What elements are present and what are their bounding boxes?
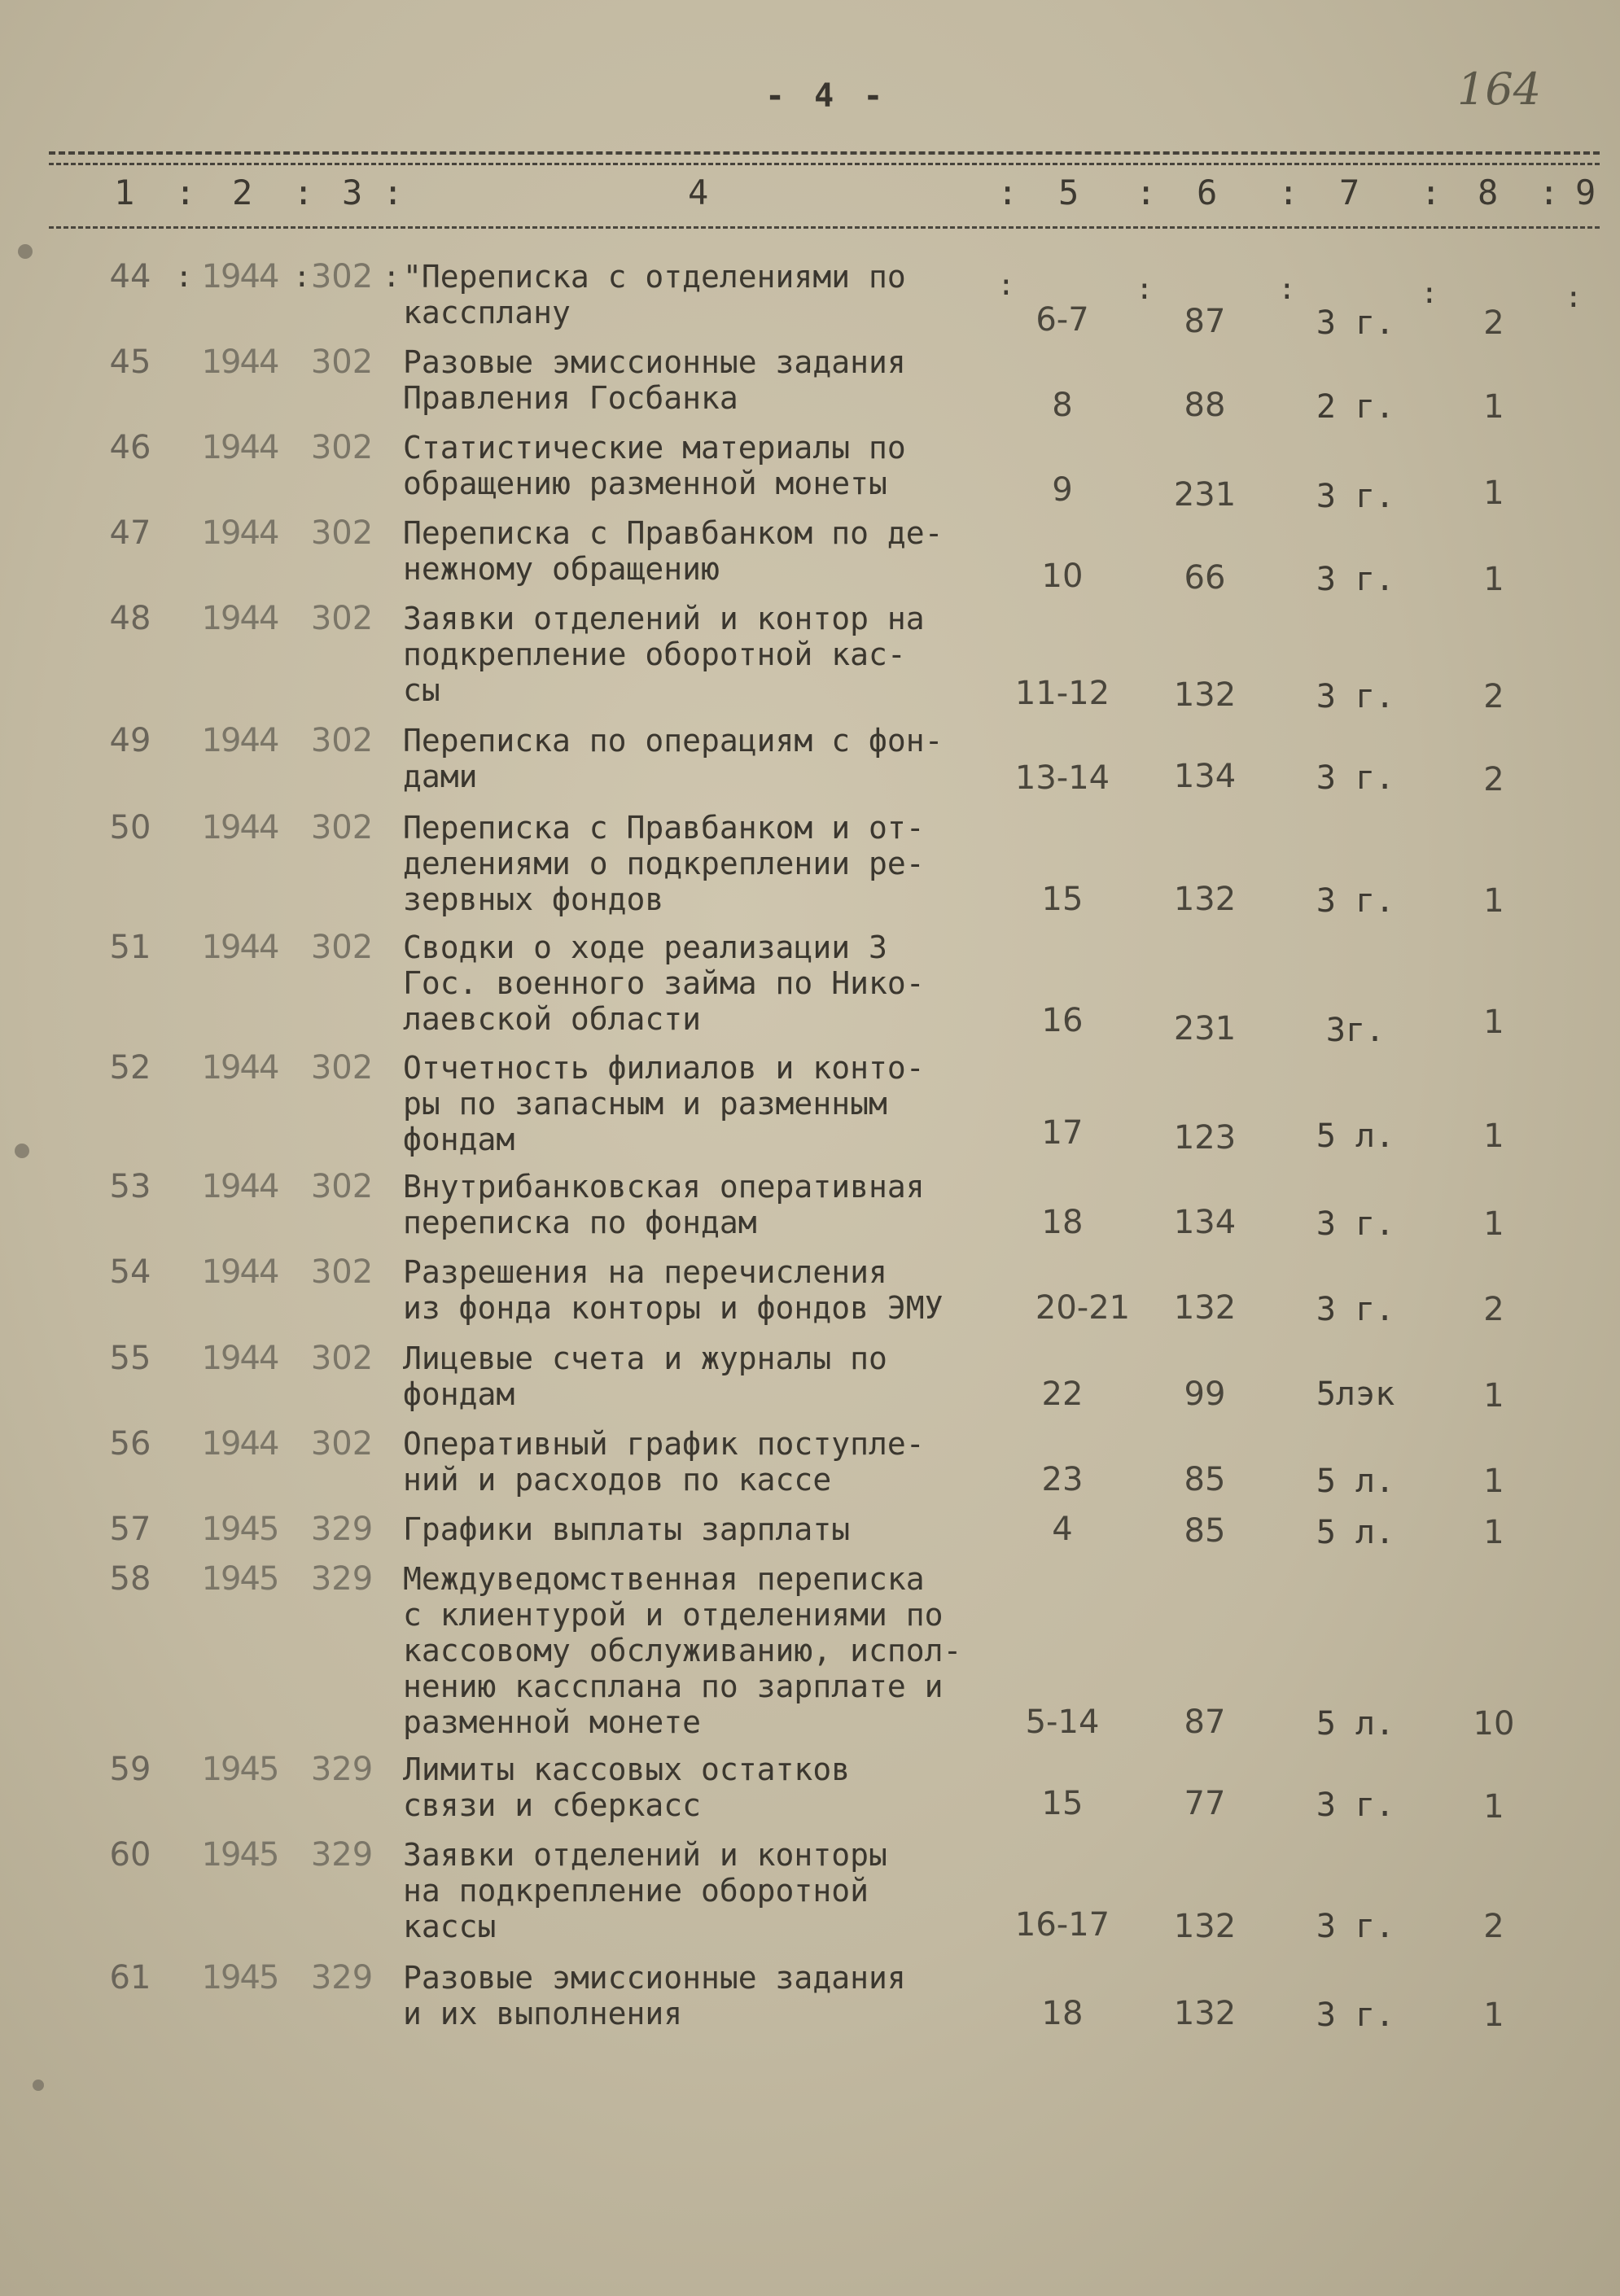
item-sheets: 15 xyxy=(1041,1785,1084,1822)
item-number: 49 xyxy=(109,722,151,759)
item-fond: 302 xyxy=(310,1425,374,1463)
item-retention: 3 г. xyxy=(1316,561,1395,598)
item-col8: 1 xyxy=(1483,1996,1504,2034)
page-number: - 4 - xyxy=(765,77,888,115)
item-title: Статистические материалы по обращению разменной монеты xyxy=(403,430,906,501)
item-retention: 3г. xyxy=(1325,1012,1386,1049)
item-col6: 88 xyxy=(1184,387,1226,424)
item-col8: 1 xyxy=(1483,475,1504,512)
item-col8: 1 xyxy=(1483,1205,1504,1243)
item-col8: 2 xyxy=(1483,304,1504,342)
column-separator: : xyxy=(1421,173,1442,212)
item-title: Отчетность филиалов и конто- ры по запасным и разменным фондам xyxy=(403,1050,925,1157)
item-sheets: 4 xyxy=(1052,1511,1073,1548)
item-title: Оперативный график поступле- ний и расходов по кассе xyxy=(403,1426,925,1498)
item-number: 50 xyxy=(109,809,151,846)
item-year: 1944 xyxy=(201,1425,278,1463)
column-separator: : xyxy=(1421,277,1438,310)
punch-hole xyxy=(15,1144,29,1158)
item-retention: 5 л. xyxy=(1316,1117,1395,1155)
item-retention: 5 л. xyxy=(1316,1705,1395,1743)
header-top-rule xyxy=(49,163,1600,165)
item-fond: 302 xyxy=(310,1340,374,1377)
item-retention: 3 г. xyxy=(1316,478,1395,515)
item-retention: 3 г. xyxy=(1316,759,1395,797)
item-sheets: 20-21 xyxy=(1035,1289,1131,1327)
archive-folio-mark: 164 xyxy=(1457,63,1542,115)
item-retention: 3 г. xyxy=(1316,1291,1395,1328)
item-col8: 10 xyxy=(1473,1705,1515,1743)
item-year: 1944 xyxy=(201,722,278,759)
column-header: 9 xyxy=(1575,173,1596,212)
item-number: 56 xyxy=(109,1425,151,1463)
item-col8: 2 xyxy=(1483,1291,1504,1328)
item-col6: 134 xyxy=(1173,1204,1237,1241)
item-title: Графики выплаты зарплаты xyxy=(403,1511,851,1547)
item-col6: 132 xyxy=(1173,1908,1237,1945)
item-number: 53 xyxy=(109,1168,151,1205)
item-retention: 5 л. xyxy=(1316,1463,1395,1500)
column-separator: : xyxy=(1278,173,1299,212)
item-col8: 1 xyxy=(1483,561,1504,598)
column-separator: : xyxy=(1539,173,1560,212)
item-retention: 5лэк xyxy=(1316,1375,1395,1413)
item-title: Сводки о ходе реализации 3 Гос. военного займа по Нико- лаевской области xyxy=(403,929,925,1037)
item-col8: 2 xyxy=(1483,678,1504,715)
item-year: 1945 xyxy=(201,1836,278,1874)
item-retention: 3 г. xyxy=(1316,678,1395,715)
item-year: 1944 xyxy=(201,1168,278,1205)
item-title: Переписка с Правбанком по де- нежному обращению xyxy=(403,515,944,587)
column-separator: : xyxy=(175,260,193,294)
item-retention: 3 г. xyxy=(1316,1996,1395,2034)
item-fond: 302 xyxy=(310,429,374,466)
item-fond: 302 xyxy=(310,258,374,295)
item-sheets: 18 xyxy=(1041,1204,1084,1241)
item-col8: 1 xyxy=(1483,1514,1504,1551)
item-fond: 302 xyxy=(310,514,374,552)
item-fond: 329 xyxy=(310,1836,374,1874)
item-title: "Переписка с отделениями по кассплану xyxy=(403,259,906,330)
item-fond: 302 xyxy=(310,929,374,966)
item-sheets: 15 xyxy=(1041,881,1084,918)
item-title: Заявки отделений и конторы на подкрепление оборотной кассы xyxy=(403,1837,887,1944)
item-title: Заявки отделений и контор на подкрепление оборотной кас- сы xyxy=(403,601,925,708)
item-year: 1944 xyxy=(201,429,278,466)
item-sheets: 9 xyxy=(1052,471,1073,509)
header-top-rule xyxy=(49,151,1600,155)
item-sheets: 22 xyxy=(1041,1375,1084,1413)
item-title: Лимиты кассовых остатков связи и сберкасс xyxy=(403,1752,851,1823)
item-col6: 132 xyxy=(1173,1289,1237,1327)
item-col8: 1 xyxy=(1483,882,1504,920)
item-year: 1945 xyxy=(201,1751,278,1788)
item-year: 1945 xyxy=(201,1511,278,1548)
item-col8: 2 xyxy=(1483,761,1504,798)
item-title: Разовые эмиссионные задания Правления Госбанка xyxy=(403,344,906,416)
item-fond: 302 xyxy=(310,722,374,759)
punch-hole xyxy=(33,2080,44,2091)
punch-hole xyxy=(18,244,33,259)
item-sheets: 5-14 xyxy=(1025,1703,1100,1741)
item-title: Междуведомственная переписка с клиентурой и отделениями по кассовому обслуживанию, испол- нению кассплана по зарплате и разменной монете xyxy=(403,1561,962,1740)
item-fond: 329 xyxy=(310,1560,374,1598)
item-number: 48 xyxy=(109,600,151,637)
item-sheets: 13-14 xyxy=(1014,759,1110,797)
item-col6: 134 xyxy=(1173,758,1237,795)
header-bottom-rule xyxy=(49,226,1600,229)
item-col8: 1 xyxy=(1483,1117,1504,1155)
column-separator: : xyxy=(1278,273,1296,306)
item-number: 51 xyxy=(109,929,151,966)
item-number: 61 xyxy=(109,1959,151,1996)
item-title: Переписка по операциям с фон- дами xyxy=(403,723,944,794)
item-year: 1944 xyxy=(201,929,278,966)
item-col6: 123 xyxy=(1173,1119,1237,1157)
item-number: 46 xyxy=(109,429,151,466)
item-number: 59 xyxy=(109,1751,151,1788)
item-retention: 5 л. xyxy=(1316,1514,1395,1551)
item-fond: 302 xyxy=(310,1049,374,1087)
item-sheets: 6-7 xyxy=(1035,301,1089,339)
item-year: 1944 xyxy=(201,809,278,846)
item-year: 1944 xyxy=(201,514,278,552)
item-sheets: 11-12 xyxy=(1014,675,1110,712)
item-sheets: 16-17 xyxy=(1014,1906,1110,1944)
item-title: Лицевые счета и журналы по фондам xyxy=(403,1340,887,1412)
column-header: 5 xyxy=(1058,173,1079,212)
item-number: 45 xyxy=(109,343,151,381)
column-separator: : xyxy=(383,173,404,212)
item-sheets: 10 xyxy=(1041,558,1084,595)
item-col6: 85 xyxy=(1184,1512,1226,1550)
item-fond: 329 xyxy=(310,1959,374,1996)
item-col6: 132 xyxy=(1173,881,1237,918)
item-fond: 329 xyxy=(310,1751,374,1788)
item-sheets: 16 xyxy=(1041,1002,1084,1039)
item-retention: 3 г. xyxy=(1316,1787,1395,1824)
item-col6: 66 xyxy=(1184,559,1226,597)
column-separator: : xyxy=(1136,173,1157,212)
item-retention: 3 г. xyxy=(1316,1205,1395,1243)
item-col6: 132 xyxy=(1173,676,1237,714)
item-year: 1944 xyxy=(201,600,278,637)
item-number: 60 xyxy=(109,1836,151,1874)
item-sheets: 18 xyxy=(1041,1995,1084,2032)
item-retention: 3 г. xyxy=(1316,1908,1395,1945)
item-fond: 302 xyxy=(310,809,374,846)
item-title: Внутрибанковская оперативная переписка по фондам xyxy=(403,1169,925,1240)
item-fond: 329 xyxy=(310,1511,374,1548)
column-separator: : xyxy=(383,260,401,294)
item-number: 52 xyxy=(109,1049,151,1087)
item-title: Разовые эмиссионные задания и их выполнения xyxy=(403,1960,906,2031)
column-separator: : xyxy=(1565,281,1583,314)
item-col8: 1 xyxy=(1483,1004,1504,1041)
item-col8: 1 xyxy=(1483,388,1504,426)
item-col6: 85 xyxy=(1184,1461,1226,1498)
item-col6: 132 xyxy=(1173,1995,1237,2032)
item-year: 1944 xyxy=(201,343,278,381)
item-number: 54 xyxy=(109,1253,151,1291)
column-separator: : xyxy=(997,173,1018,212)
item-col8: 2 xyxy=(1483,1908,1504,1945)
item-year: 1944 xyxy=(201,1340,278,1377)
item-col8: 1 xyxy=(1483,1463,1504,1500)
item-retention: 3 г. xyxy=(1316,304,1395,342)
column-header: 3 xyxy=(342,173,363,212)
item-col6: 231 xyxy=(1173,1010,1237,1047)
item-retention: 3 г. xyxy=(1316,882,1395,920)
item-fond: 302 xyxy=(310,343,374,381)
item-sheets: 23 xyxy=(1041,1461,1084,1498)
item-year: 1944 xyxy=(201,258,278,295)
item-col6: 87 xyxy=(1184,1703,1226,1741)
item-year: 1945 xyxy=(201,1560,278,1598)
item-col6: 99 xyxy=(1184,1375,1226,1413)
item-col6: 87 xyxy=(1184,303,1226,340)
item-year: 1944 xyxy=(201,1049,278,1087)
column-header: 1 xyxy=(114,173,135,212)
item-year: 1945 xyxy=(201,1959,278,1996)
item-col8: 1 xyxy=(1483,1377,1504,1415)
column-separator: : xyxy=(1136,273,1154,306)
item-number: 47 xyxy=(109,514,151,552)
column-separator: : xyxy=(175,173,196,212)
column-header: 2 xyxy=(232,173,253,212)
item-sheets: 8 xyxy=(1052,387,1073,424)
column-separator: : xyxy=(997,269,1015,302)
column-header: 4 xyxy=(688,173,709,212)
column-header: 8 xyxy=(1478,173,1499,212)
item-fond: 302 xyxy=(310,1168,374,1205)
column-header: 6 xyxy=(1197,173,1218,212)
column-separator: : xyxy=(293,173,314,212)
item-fond: 302 xyxy=(310,600,374,637)
item-retention: 2 г. xyxy=(1316,388,1395,426)
column-separator: : xyxy=(293,260,311,294)
item-title: Разрешения на перечисления из фонда конторы и фондов ЭМУ xyxy=(403,1254,944,1326)
item-col6: 231 xyxy=(1173,476,1237,514)
item-number: 55 xyxy=(109,1340,151,1377)
item-sheets: 17 xyxy=(1041,1114,1084,1152)
item-number: 57 xyxy=(109,1511,151,1548)
item-col8: 1 xyxy=(1483,1788,1504,1826)
item-number: 58 xyxy=(109,1560,151,1598)
item-fond: 302 xyxy=(310,1253,374,1291)
column-header: 7 xyxy=(1339,173,1360,212)
item-number: 44 xyxy=(109,258,151,295)
item-title: Переписка с Правбанком и от- делениями о подкреплении ре- зервных фондов xyxy=(403,810,925,917)
item-year: 1944 xyxy=(201,1253,278,1291)
item-col6: 77 xyxy=(1184,1785,1226,1822)
